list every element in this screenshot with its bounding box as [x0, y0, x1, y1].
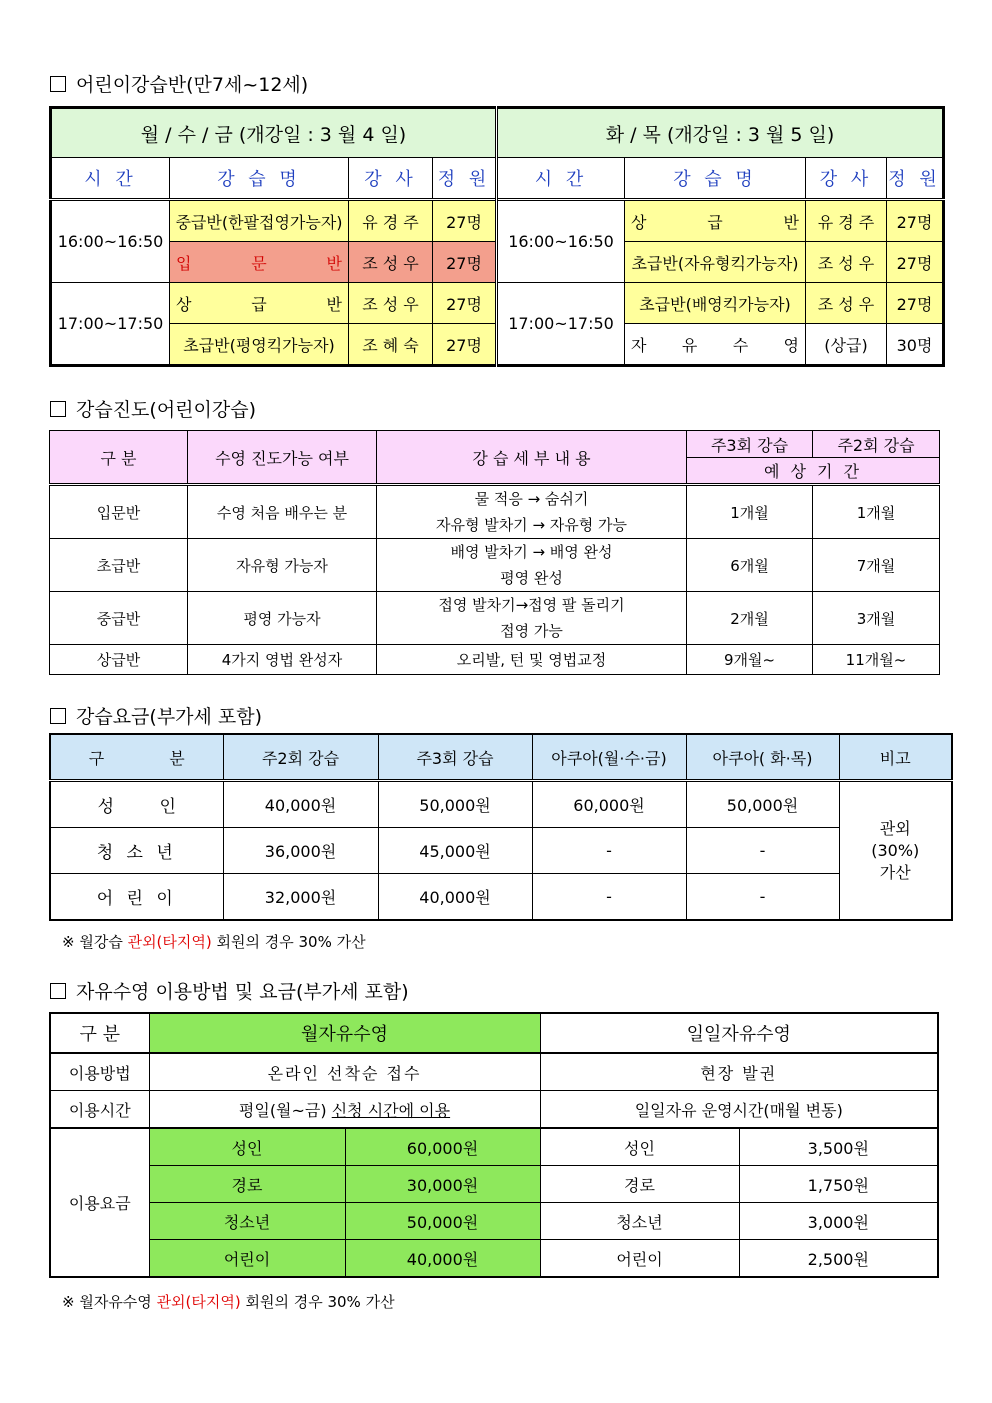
- col-capacity: 정 원: [433, 158, 497, 200]
- col-monthly-swim: 월자유수영: [149, 1013, 540, 1053]
- col-time: 시 간: [51, 158, 170, 200]
- daily-category: 성인: [540, 1128, 739, 1166]
- instructor: (상급): [806, 324, 887, 366]
- daily-category: 청소년: [540, 1203, 739, 1240]
- monthly-fee: 50,000원: [345, 1203, 540, 1240]
- col-category: 구 분: [50, 734, 223, 781]
- class-name: 자 유 수 영: [625, 324, 806, 366]
- period-3x: 6개월: [687, 539, 813, 592]
- col-time: 시 간: [497, 158, 625, 200]
- col-category: 구 분: [50, 431, 188, 485]
- instructor: 유 경 주: [349, 200, 433, 242]
- col-ability: 수영 진도가능 여부: [188, 431, 377, 485]
- daily-fee: 2,500원: [739, 1240, 938, 1278]
- class-name: 상 급 반: [170, 283, 349, 324]
- col-3x-week: 주3회 강습: [378, 734, 532, 781]
- monthly-fee: 60,000원: [345, 1128, 540, 1166]
- fee-2x: 36,000원: [223, 828, 378, 874]
- col-instructor: 강 사: [806, 158, 887, 200]
- capacity: 30명: [887, 324, 944, 366]
- col-class: 강 습 명: [625, 158, 806, 200]
- fee-3x: 40,000원: [378, 874, 532, 921]
- tue-thu-header: 화 / 목 (개강일 : 3 월 5 일): [497, 108, 944, 158]
- checkbox-square-icon: [50, 401, 66, 417]
- capacity: 27명: [433, 324, 497, 366]
- period-2x: 11개월~: [813, 645, 940, 675]
- capacity: 27명: [887, 242, 944, 283]
- level-details: 배영 발차기 → 배영 완성 평영 완성: [377, 539, 687, 592]
- free-swim-table: [49, 1012, 939, 1278]
- section-title-free-swim: 자유수영 이용방법 및 요금(부가세 포함): [50, 977, 409, 1004]
- level-details: 오리발, 턴 및 영법교정: [377, 645, 687, 675]
- level-ability: 4가지 영법 완성자: [188, 645, 377, 675]
- fee-category: 어 린 이: [50, 874, 223, 921]
- checkbox-square-icon: [50, 983, 66, 999]
- period-3x: 2개월: [687, 592, 813, 645]
- monthly-category: 청소년: [149, 1203, 345, 1240]
- fee-3x: 45,000원: [378, 828, 532, 874]
- class-name: 입 문 반: [170, 242, 349, 283]
- instructor: 조 성 우: [349, 242, 433, 283]
- capacity: 27명: [887, 283, 944, 324]
- period-2x: 1개월: [813, 485, 940, 539]
- daily-fee: 3,000원: [739, 1203, 938, 1240]
- class-name: 초급반(배영킥가능자): [625, 283, 806, 324]
- monthly-fee: 40,000원: [345, 1240, 540, 1278]
- fee-2x: 32,000원: [223, 874, 378, 921]
- col-aqua-tt: 아쿠아( 화·목): [686, 734, 839, 781]
- monthly-category: 어린이: [149, 1240, 345, 1278]
- col-instructor: 강 사: [349, 158, 433, 200]
- period-3x: 1개월: [687, 485, 813, 539]
- instructor: 조 혜 숙: [349, 324, 433, 366]
- method-daily: 현장 발권: [540, 1053, 938, 1091]
- kids-class-schedule-table: [49, 106, 945, 367]
- col-category: 구 분: [50, 1013, 149, 1053]
- instructor: 조 성 우: [349, 283, 433, 324]
- daily-category: 경로: [540, 1166, 739, 1203]
- col-2x-week: 주2회 강습: [223, 734, 378, 781]
- col-expected-period: 예 상 기 간: [687, 458, 940, 485]
- instructor: 조 성 우: [806, 242, 887, 283]
- fee-aqua-mwf: -: [532, 874, 686, 921]
- col-class: 강 습 명: [170, 158, 349, 200]
- fee-2x: 40,000원: [223, 781, 378, 828]
- level-name: 중급반: [50, 592, 188, 645]
- monthly-class-note: ※ 월강습 관외(타지역) 회원의 경우 30% 가산: [62, 933, 366, 951]
- progress-table: [49, 430, 940, 675]
- fee-table: [49, 733, 953, 921]
- col-2x-week: 주2회 강습: [813, 431, 940, 458]
- monthly-fee: 30,000원: [345, 1166, 540, 1203]
- fee-aqua-tt: 50,000원: [686, 781, 839, 828]
- col-daily-swim: 일일자유수영: [540, 1013, 938, 1053]
- period-2x: 7개월: [813, 539, 940, 592]
- capacity: 27명: [433, 242, 497, 283]
- monthly-swim-note: ※ 월자유수영 관외(타지역) 회원의 경우 30% 가산: [62, 1293, 395, 1311]
- level-details: 물 적응 → 숨쉬기 자유형 발차기 → 자유형 가능: [377, 485, 687, 539]
- row-label-method: 이용방법: [50, 1053, 149, 1091]
- checkbox-square-icon: [50, 708, 66, 724]
- class-name: 초급반(자유형킥가능자): [625, 242, 806, 283]
- class-name: 중급반(한팔접영가능자): [170, 200, 349, 242]
- fee-category: 성 인: [50, 781, 223, 828]
- daily-fee: 1,750원: [739, 1166, 938, 1203]
- col-capacity: 정 원: [887, 158, 944, 200]
- row-label-fee: 이용요금: [50, 1128, 149, 1277]
- row-label-time: 이용시간: [50, 1091, 149, 1129]
- level-ability: 수영 처음 배우는 분: [188, 485, 377, 539]
- fee-aqua-mwf: 60,000원: [532, 781, 686, 828]
- col-aqua-mwf: 아쿠아(월·수·금): [532, 734, 686, 781]
- instructor: 유 경 주: [806, 200, 887, 242]
- instructor: 조 성 우: [806, 283, 887, 324]
- level-ability: 평영 가능자: [188, 592, 377, 645]
- col-details: 강 습 세 부 내 용: [377, 431, 687, 485]
- fee-category: 청 소 년: [50, 828, 223, 874]
- time-slot: 17:00~17:50: [51, 283, 170, 366]
- period-3x: 9개월~: [687, 645, 813, 675]
- time-slot: 17:00~17:50: [497, 283, 625, 366]
- fee-aqua-mwf: -: [532, 828, 686, 874]
- daily-fee: 3,500원: [739, 1128, 938, 1166]
- col-3x-week: 주3회 강습: [687, 431, 813, 458]
- level-details: 접영 발차기→접영 팔 돌리기 접영 가능: [377, 592, 687, 645]
- capacity: 27명: [433, 200, 497, 242]
- level-name: 상급반: [50, 645, 188, 675]
- time-slot: 16:00~16:50: [497, 200, 625, 283]
- level-name: 초급반: [50, 539, 188, 592]
- section-title-progress: 강습진도(어린이강습): [50, 395, 256, 422]
- mon-wed-fri-header: 월 / 수 / 금 (개강일 : 3 월 4 일): [51, 108, 497, 158]
- time-daily: 일일자유 운영시간(매월 변동): [540, 1091, 938, 1129]
- section-title-fees: 강습요금(부가세 포함): [50, 702, 262, 729]
- capacity: 27명: [887, 200, 944, 242]
- time-monthly: 평일(월~금) 신청 시간에 이용: [149, 1091, 540, 1129]
- method-monthly: 온라인 선착순 접수: [149, 1053, 540, 1091]
- capacity: 27명: [433, 283, 497, 324]
- level-ability: 자유형 가능자: [188, 539, 377, 592]
- fee-note: 관외 (30%) 가산: [839, 781, 952, 921]
- fee-aqua-tt: -: [686, 828, 839, 874]
- checkbox-square-icon: [50, 76, 66, 92]
- period-2x: 3개월: [813, 592, 940, 645]
- section-title-kids-class: 어린이강습반(만7세~12세): [50, 70, 308, 97]
- daily-category: 어린이: [540, 1240, 739, 1278]
- monthly-category: 성인: [149, 1128, 345, 1166]
- time-slot: 16:00~16:50: [51, 200, 170, 283]
- fee-3x: 50,000원: [378, 781, 532, 828]
- col-note: 비고: [839, 734, 952, 781]
- level-name: 입문반: [50, 485, 188, 539]
- class-name: 초급반(평영킥가능자): [170, 324, 349, 366]
- monthly-category: 경로: [149, 1166, 345, 1203]
- fee-aqua-tt: -: [686, 874, 839, 921]
- class-name: 상 급 반: [625, 200, 806, 242]
